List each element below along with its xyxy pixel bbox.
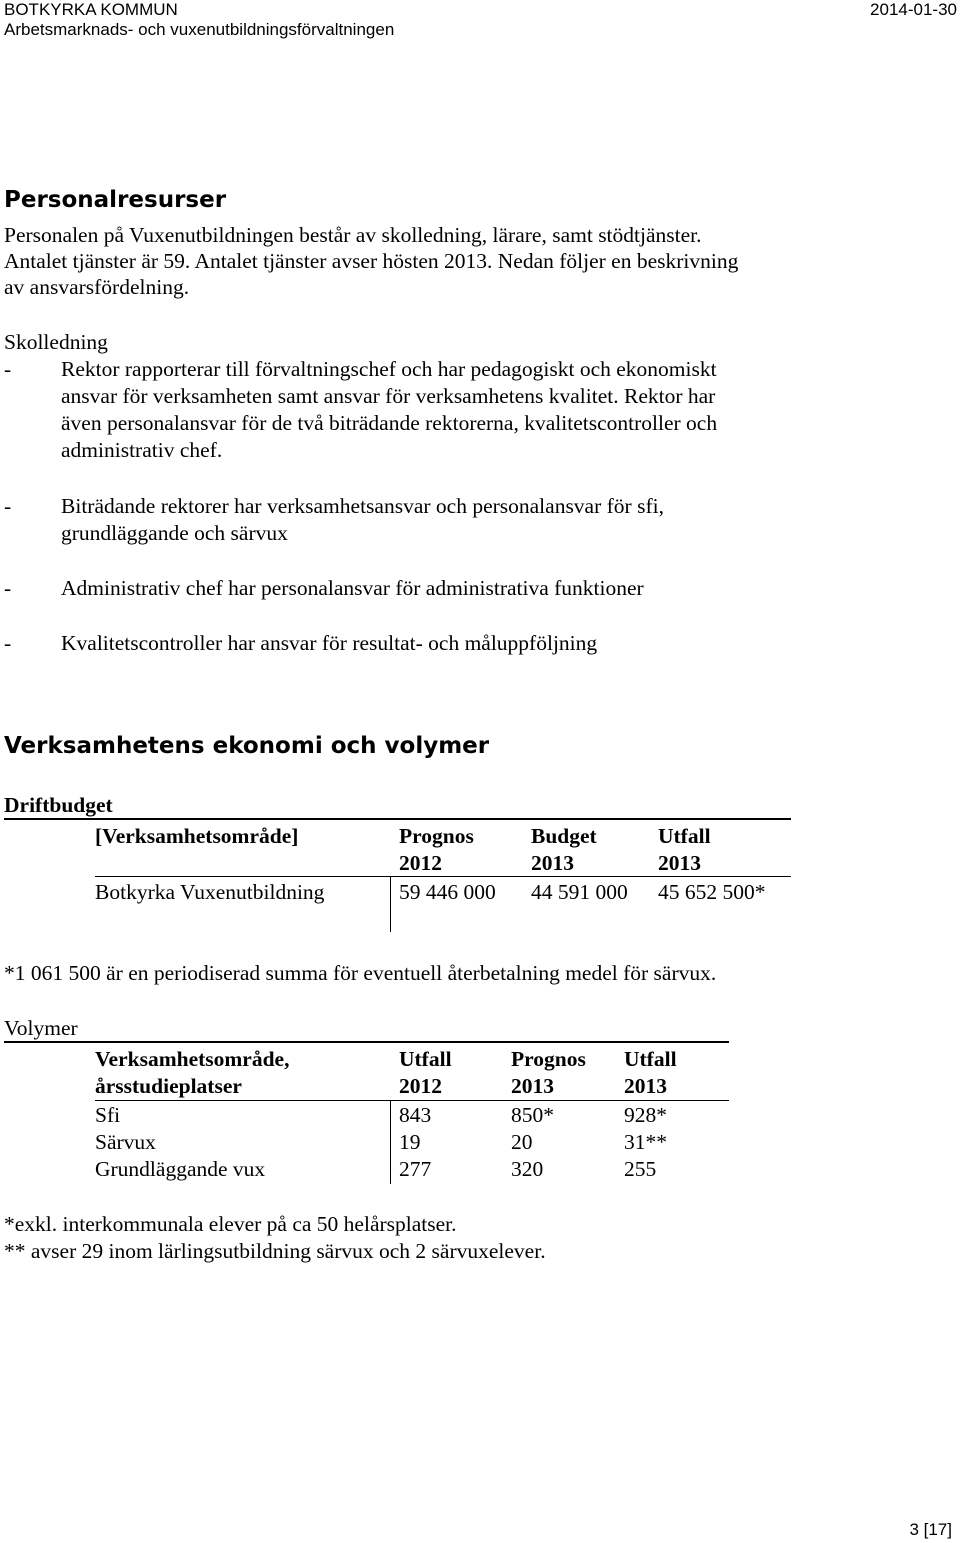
volume-row-grund-prognos: 320 [511, 1157, 544, 1181]
volume-row-sfi-utfall-2012: 843 [399, 1103, 432, 1127]
bullet-4-line-1: Kvalitetscontroller har ansvar för resultat- och måluppföljning [61, 631, 598, 655]
budget-footnote: *1 061 500 är en periodiserad summa för eventuell återbetalning medel för särvux. [4, 961, 717, 985]
section-title-economy: Verksamhetens ekonomi och volymer [4, 733, 490, 759]
budget-header-prognos: Prognos [399, 824, 474, 848]
bullet-1-line-2: ansvar för verksamheten samt ansvar för verksamhetens kvalitet. Rektor har [61, 384, 716, 408]
budget-header-area: [Verksamhetsområde] [95, 824, 299, 848]
budget-header-rule [95, 876, 791, 877]
volume-row-sarvux-utfall-2012: 19 [399, 1130, 421, 1154]
budget-row-area: Botkyrka Vuxenutbildning [95, 880, 325, 904]
department-name: Arbetsmarknads- och vuxenutbildningsförvaltningen [4, 20, 395, 39]
document-date: 2014-01-30 [870, 0, 957, 19]
volume-row-grund-utfall-2012: 277 [399, 1157, 432, 1181]
volume-footnote-2: ** avser 29 inom lärlingsutbildning särvux och 2 särvuxelever. [4, 1239, 546, 1263]
bullet-1-line-3: även personalansvar för de två biträdande rektorerna, kvalitetscontroller och [61, 411, 718, 435]
volume-top-rule [4, 1041, 729, 1043]
volume-row-sarvux-utfall-2013: 31** [624, 1130, 667, 1154]
budget-header-utfall: Utfall [658, 824, 711, 848]
intro-line-1: Personalen på Vuxenutbildningen består av skolledning, lärare, samt stödtjänster. [4, 223, 702, 247]
volume-column-rule [390, 1100, 391, 1184]
volume-row-grund-area: Grundläggande vux [95, 1157, 266, 1181]
bullet-dash: - [4, 494, 12, 518]
budget-header-prognos-year: 2012 [399, 851, 442, 875]
volume-footnote-1: *exkl. interkommunala elever på ca 50 helårsplatser. [4, 1212, 457, 1236]
section-title-personal: Personalresurser [4, 187, 227, 213]
volume-label: Volymer [4, 1016, 78, 1040]
budget-header-budget: Budget [531, 824, 597, 848]
bullet-2-line-2: grundläggande och särvux [61, 521, 288, 545]
volume-header-area: Verksamhetsområde, [95, 1047, 290, 1071]
volume-row-grund-utfall-2013: 255 [624, 1157, 657, 1181]
org-name: BOTKYRKA KOMMUN [4, 0, 178, 19]
subheading-skolledning: Skolledning [4, 330, 108, 354]
intro-line-2: Antalet tjänster är 59. Antalet tjänster avser hösten 2013. Nedan följer en beskrivning [4, 249, 739, 273]
volume-header-area-sub: årsstudieplatser [95, 1074, 242, 1098]
budget-row-budget: 44 591 000 [531, 880, 628, 904]
budget-header-utfall-year: 2013 [658, 851, 701, 875]
volume-row-sarvux-area: Särvux [95, 1130, 156, 1154]
bullet-dash: - [4, 631, 12, 655]
intro-line-3: av ansvarsfördelning. [4, 275, 190, 299]
bullet-3-line-1: Administrativ chef har personalansvar för administrativa funktioner [61, 576, 644, 600]
volume-row-sfi-utfall-2013: 928* [624, 1103, 667, 1127]
volume-header-utfall-2012: Utfall [399, 1047, 452, 1071]
budget-row-utfall: 45 652 500* [658, 880, 766, 904]
volume-header-prognos: Prognos [511, 1047, 586, 1071]
budget-label: Driftbudget [4, 793, 113, 817]
budget-top-rule [4, 818, 791, 820]
bullet-2-line-1: Biträdande rektorer har verksamhetsansvar och personalansvar för sfi, [61, 494, 664, 518]
volume-row-sarvux-prognos: 20 [511, 1130, 533, 1154]
bullet-1-line-1: Rektor rapporterar till förvaltningschef och har pedagogiskt och ekonomiskt [61, 357, 717, 381]
volume-header-utfall-2012-year: 2012 [399, 1074, 442, 1098]
budget-row-prognos: 59 446 000 [399, 880, 496, 904]
budget-header-budget-year: 2013 [531, 851, 574, 875]
budget-column-rule [390, 876, 391, 932]
volume-row-sfi-area: Sfi [95, 1103, 121, 1127]
volume-row-sfi-prognos: 850* [511, 1103, 554, 1127]
volume-header-rule [95, 1100, 729, 1101]
page-number: 3 [17] [909, 1520, 952, 1539]
bullet-dash: - [4, 357, 12, 381]
volume-header-utfall-2013: Utfall [624, 1047, 677, 1071]
volume-header-utfall-2013-year: 2013 [624, 1074, 667, 1098]
bullet-1-line-4: administrativ chef. [61, 438, 223, 462]
volume-header-prognos-year: 2013 [511, 1074, 554, 1098]
bullet-dash: - [4, 576, 12, 600]
